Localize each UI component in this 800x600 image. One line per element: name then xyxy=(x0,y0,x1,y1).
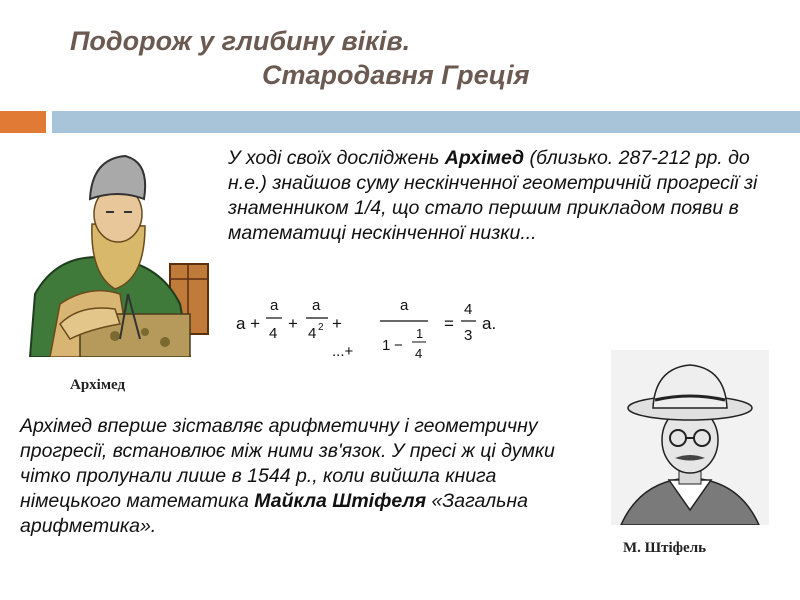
formula-num-1: a xyxy=(270,297,279,314)
archimedes-portrait xyxy=(20,154,210,357)
formula-equals: = xyxy=(444,314,454,333)
formula-num-2: a xyxy=(312,297,321,314)
formula-ellipsis: ...+ xyxy=(332,343,354,360)
stifel-caption: М. Штіфель xyxy=(623,540,707,556)
header-bar xyxy=(52,111,800,133)
formula-den-1: 4 xyxy=(269,325,278,342)
paragraph2-text-post: «Загальна арифметика». xyxy=(20,490,528,537)
paragraph1-text-pre: У ході своїх досліджень xyxy=(228,147,445,169)
header-bar-divider xyxy=(0,133,800,135)
formula-one: 1 xyxy=(382,337,391,354)
formula-exp: 2 xyxy=(318,322,324,333)
header-bar-accent xyxy=(0,111,46,133)
paragraph1-text-post: (близько. 287-212 рр. до н.е.) знайшов суму нескінченної геометричній прогресії зі знаменником 1/4, що стало першим прикладом появи в математиці нескінченної низки... xyxy=(228,147,758,244)
paragraph2-name: Майкла Штіфеля xyxy=(254,490,427,512)
title-line-1: Подорож у глибину віків. xyxy=(70,26,411,56)
formula-num-3: a xyxy=(400,297,409,314)
formula-inner-den: 4 xyxy=(415,346,423,361)
geometric-series-formula xyxy=(230,292,530,364)
paragraph-archimedes-sum xyxy=(228,146,778,246)
formula-minus: − xyxy=(394,337,403,354)
title-line-2: Стародавня Греція xyxy=(262,60,530,90)
formula-plus-2: + xyxy=(332,314,342,333)
paragraph1-name: Архімед xyxy=(444,147,525,169)
stifel-portrait xyxy=(611,350,769,525)
formula-den-2: 4 xyxy=(308,325,317,342)
paragraph2-text-pre: Архімед вперше зіставляє арифметичну і геометричну прогресії, встановлює між ними зв'язок. У пресі ж ці думки чітко пролунали лише в 1544 р., коли вийшла книга німецького математика xyxy=(20,415,555,512)
paragraph-progressions xyxy=(20,414,600,539)
formula-inner-num: 1 xyxy=(416,326,424,341)
formula-result-den: 3 xyxy=(464,327,473,344)
formula-plus-1: + xyxy=(288,314,298,333)
formula-lead: а + xyxy=(236,314,261,333)
archimedes-caption: Архімед xyxy=(70,377,126,393)
formula-result-num: 4 xyxy=(464,301,473,318)
formula-result-var: а. xyxy=(482,314,497,333)
